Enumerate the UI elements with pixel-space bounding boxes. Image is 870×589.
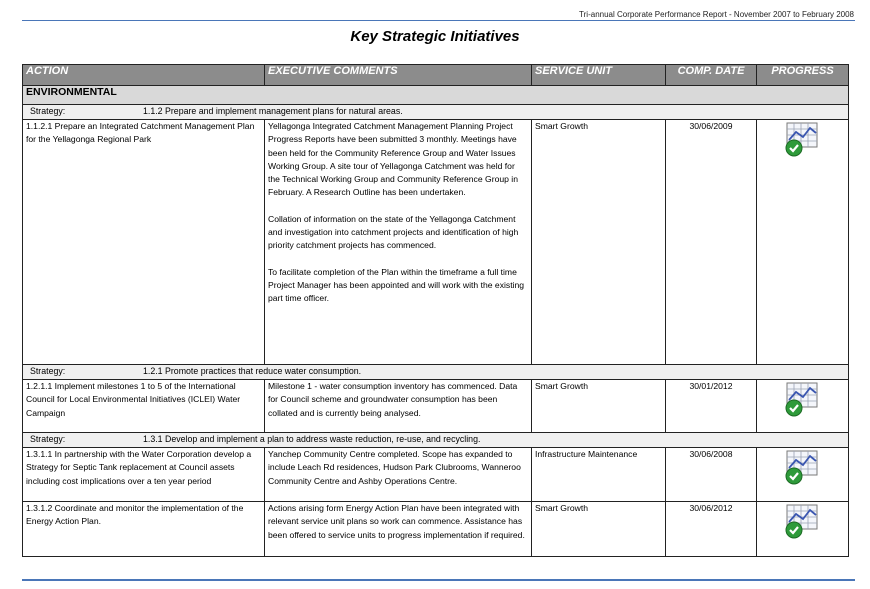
section-row (23, 86, 849, 105)
initiative-row (23, 120, 849, 365)
strategy-text: 1.3.1 Develop and implement a plan to address waste reduction, re-use, and recycling. (143, 434, 481, 444)
comp-date-cell: 30/01/2012 (666, 380, 757, 433)
strategy-row (23, 433, 849, 448)
col-header-unit: SERVICE UNIT (532, 65, 666, 86)
strategy-row (23, 105, 849, 120)
strategy-row (23, 365, 849, 380)
action-cell: 1.3.1.2 Coordinate and monitor the implementation of the Energy Action Plan. (23, 502, 265, 557)
initiative-row (23, 502, 849, 557)
comp-date-cell: 30/06/2012 (666, 502, 757, 557)
header-rule (22, 20, 855, 21)
progress-cell (757, 380, 849, 433)
progress-on-track-icon (783, 380, 823, 420)
initiatives-table (22, 64, 849, 557)
initiative-row (23, 448, 849, 502)
progress-on-track-icon (783, 120, 823, 160)
action-cell: 1.3.1.1 In partnership with the Water Corporation develop a Strategy for Septic Tank replacement at Council assets including cost implications over a ten year period (23, 448, 265, 502)
comment-paragraph: Milestone 1 - water consumption inventory has commenced. Data for Council scheme and groundwater consumption has been collated and is currently being analysed. (268, 381, 518, 418)
comment-paragraph: Collation of information on the state of the Yellagonga Catchment and investigation into catchment projects and identification of high priority catchment projects has commenced. (268, 213, 519, 251)
strategy-cell (23, 365, 849, 380)
col-header-date: COMP. DATE (666, 65, 757, 86)
strategy-cell (23, 433, 849, 448)
strategy-label: Strategy: (30, 366, 66, 376)
action-cell: 1.2.1.1 Implement milestones 1 to 5 of the International Council for Local Environmental Initiatives (ICLEI) Water Campaign (23, 380, 265, 433)
comp-date-cell: 30/06/2009 (666, 120, 757, 365)
progress-on-track-icon (783, 502, 823, 542)
strategy-text: 1.2.1 Promote practices that reduce water consumption. (143, 366, 362, 376)
comment-paragraph: To facilitate completion of the Plan within the timeframe a full time Project Manager has been appointed and will work with the existing part time officer. (268, 266, 525, 304)
table-header-row (23, 65, 849, 86)
service-unit-cell: Smart Growth (532, 380, 666, 433)
progress-cell (757, 448, 849, 502)
strategy-label: Strategy: (30, 434, 66, 444)
comment-paragraph: Yanchep Community Centre completed. Scope has expanded to include Leach Rd residences, Hudson Park Clubrooms, Wanneroo Community Centre and Ashby Operations Centre. (268, 449, 521, 486)
section-title: ENVIRONMENTAL (23, 86, 849, 105)
comp-date-cell: 30/06/2008 (666, 448, 757, 502)
footer-rule (22, 579, 855, 581)
page-title: Key Strategic Initiatives (350, 28, 520, 45)
col-header-action: ACTION (23, 65, 265, 86)
strategy-label: Strategy: (30, 106, 66, 116)
service-unit-cell: Infrastructure Maintenance (532, 448, 666, 502)
progress-cell (757, 502, 849, 557)
comment-paragraph: Actions arising form Energy Action Plan have been integrated with relevant service unit plans so work can commence. Assistance has been offered to service units to progress implementation if required. (268, 503, 525, 540)
comment-paragraph: Yellagonga Integrated Catchment Management Planning Project Progress Reports have been submitted 3 monthly. Meetings have been held for the Community Reference Group and Water Issues Working Group. A site tour of Yellagonga Catchment was held for the Technical Working Group and Community Reference Group in February. A Research Outline has been undertaken. (268, 121, 518, 198)
comments-cell (265, 120, 532, 365)
progress-cell (757, 120, 849, 365)
col-header-progress: PROGRESS (757, 65, 849, 86)
strategy-cell (23, 105, 849, 120)
comments-cell (265, 380, 532, 433)
service-unit-cell: Smart Growth (532, 502, 666, 557)
comments-cell (265, 502, 532, 557)
comments-cell (265, 448, 532, 502)
report-header: Tri-annual Corporate Performance Report - November 2007 to February 2008 (579, 10, 854, 19)
col-header-comments: EXECUTIVE COMMENTS (265, 65, 532, 86)
service-unit-cell: Smart Growth (532, 120, 666, 365)
strategy-text: 1.1.2 Prepare and implement management plans for natural areas. (143, 106, 403, 116)
initiative-row (23, 380, 849, 433)
action-cell: 1.1.2.1 Prepare an Integrated Catchment Management Plan for the Yellagonga Regional Park (23, 120, 265, 365)
progress-on-track-icon (783, 448, 823, 488)
